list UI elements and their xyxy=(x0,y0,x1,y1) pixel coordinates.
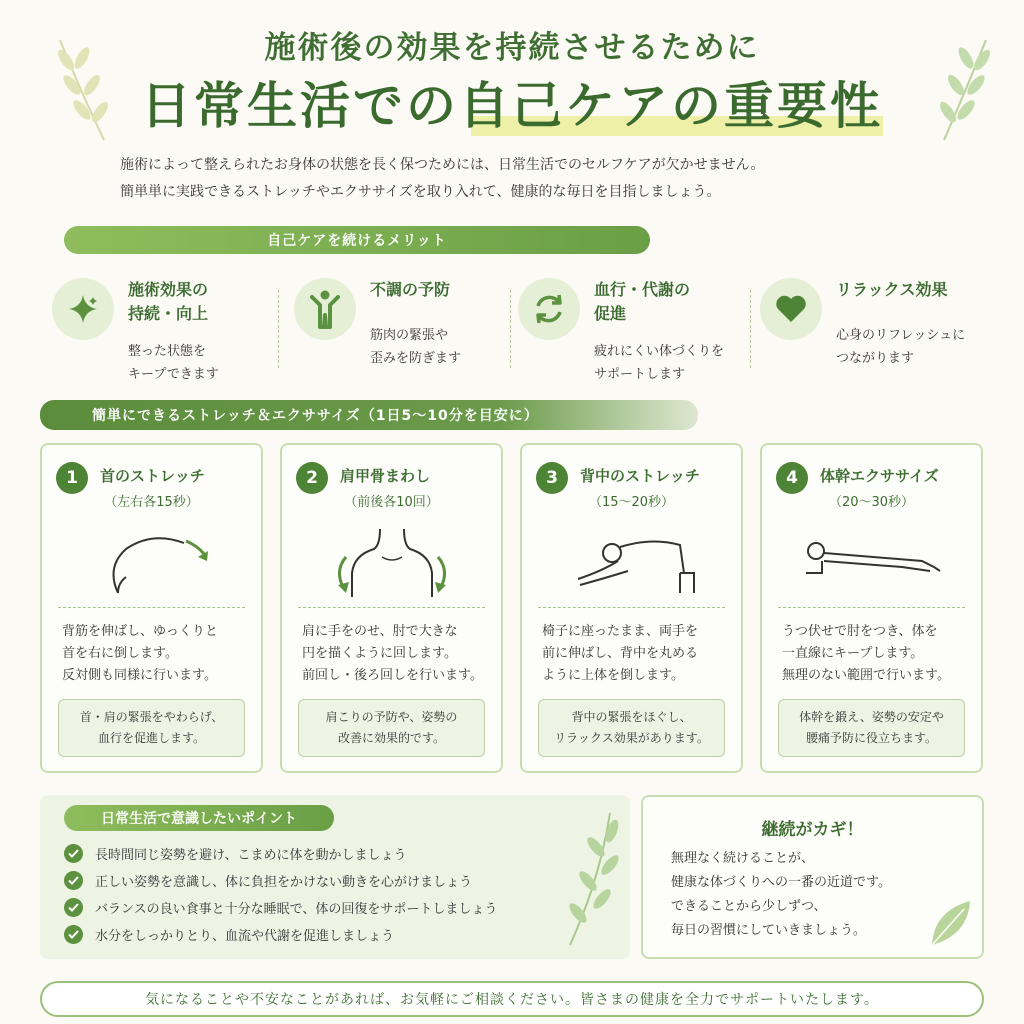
exercise-description xyxy=(782,621,971,687)
merits-heading: 自己ケアを続けるメリット xyxy=(64,226,650,254)
note-line: 肩こりの予防や、姿勢の xyxy=(325,710,458,724)
merit-title-line: 施術効果の xyxy=(128,280,209,299)
merit-title-line: 血行・代謝の xyxy=(594,280,691,299)
consistency-line: できることから少しずつ、 xyxy=(671,899,827,914)
intro-text xyxy=(120,152,940,206)
exercise-card xyxy=(280,443,503,773)
exercise-benefit xyxy=(58,699,245,757)
point-item xyxy=(64,923,394,945)
exercise-benefit xyxy=(538,699,725,757)
consistency-text xyxy=(671,847,891,943)
note-line: 血行を促進します。 xyxy=(97,731,206,745)
desc-line: 背筋を伸ばし、ゆっくりと xyxy=(62,624,218,639)
sparkle-icon xyxy=(52,278,114,340)
back-stretch-illustration xyxy=(562,527,702,597)
note-line: 背中の緊張をほぐし、 xyxy=(571,710,692,724)
heart-icon xyxy=(760,278,822,340)
consistency-line: 毎日の習慣にしていきましょう。 xyxy=(671,923,867,938)
desc-line: 反対側も同様に行います。 xyxy=(62,668,217,683)
consistency-panel xyxy=(641,795,984,959)
point-text: 水分をしっかりとり、血流や代謝を促進しましょう xyxy=(95,928,395,944)
consistency-title: 継続がカギ！ xyxy=(761,820,864,840)
merit-item xyxy=(518,278,748,388)
page-title-wrap xyxy=(0,66,1024,138)
consistency-line: 無理なく続けることが、 xyxy=(671,851,815,866)
merit-desc-line: 疲れにくい体づくりを xyxy=(594,344,725,359)
exercise-title: 肩甲骨まわし xyxy=(340,467,431,485)
step-number: 1 xyxy=(56,462,88,494)
exercises-heading: 簡単にできるストレッチ＆エクササイズ（1日5〜10分を目安に） xyxy=(40,400,698,430)
merit-desc xyxy=(128,340,219,386)
desc-line: ように上体を倒します。 xyxy=(542,668,684,683)
note-line: リラックス効果があります。 xyxy=(554,731,709,745)
point-item xyxy=(64,842,406,864)
card-divider xyxy=(538,607,725,608)
merit-title-line: 不調の予防 xyxy=(370,280,451,299)
merit-divider xyxy=(278,290,279,368)
page-title xyxy=(141,66,883,138)
exercise-duration: （20〜30秒） xyxy=(828,495,915,510)
circulation-icon xyxy=(518,278,580,340)
check-icon xyxy=(64,925,83,944)
check-icon xyxy=(64,844,83,863)
merit-desc-line: 筋肉の緊張や xyxy=(370,328,449,343)
daily-points-panel xyxy=(40,795,630,959)
point-item xyxy=(64,896,497,918)
merit-title xyxy=(128,278,208,326)
step-number: 2 xyxy=(296,462,328,494)
exercise-card xyxy=(760,443,983,773)
desc-line: 肩に手をのせ、肘で大きな xyxy=(302,624,458,639)
footer-message: 気になることや不安なことがあれば、お気軽にご相談ください。皆さまの健康を全力でサポートいたします。 xyxy=(40,981,984,1017)
leaf-icon xyxy=(928,897,974,949)
step-number: 3 xyxy=(536,462,568,494)
merit-title-line: リラックス効果 xyxy=(836,280,948,299)
merit-desc-line: 心身のリフレッシュに xyxy=(836,328,966,343)
merit-desc-line: 歪みを防ぎます xyxy=(370,351,462,366)
page-title-text: 日常生活での自己ケアの重要性 xyxy=(141,76,883,135)
merit-desc-line: つながります xyxy=(836,351,915,366)
consistency-line: 健康な体づくりへの一番の近道です。 xyxy=(671,875,891,890)
card-divider xyxy=(778,607,965,608)
point-text: 正しい姿勢を意識し、体に負担をかけない動きを心がけましょう xyxy=(95,874,473,890)
exercise-title: 体幹エクササイズ xyxy=(820,467,939,485)
exercise-description xyxy=(542,621,731,687)
merit-item xyxy=(52,278,272,388)
merit-desc xyxy=(836,324,965,370)
desc-line: 前に伸ばし、背中を丸める xyxy=(542,646,699,661)
exercise-card xyxy=(40,443,263,773)
branch-decoration-icon xyxy=(560,809,624,949)
points-heading: 日常生活で意識したいポイント xyxy=(64,805,334,831)
desc-line: 一直線にキープします。 xyxy=(782,646,924,661)
merit-desc-line: 整った状態を xyxy=(128,344,207,359)
merit-title xyxy=(594,278,690,326)
desc-line: 椅子に座ったまま、両手を xyxy=(542,624,699,639)
note-line: 腰痛予防に役立ちます。 xyxy=(805,731,938,745)
desc-line: 首を右に倒します。 xyxy=(62,646,178,661)
point-text: バランスの良い食事と十分な睡眠で、体の回復をサポートしましょう xyxy=(95,901,498,917)
merit-title xyxy=(836,278,948,302)
card-divider xyxy=(298,607,485,608)
exercise-duration: （15〜20秒） xyxy=(588,495,675,510)
exercise-duration: （左右各15秒） xyxy=(104,495,199,510)
desc-line: 前回し・後ろ回しを行います。 xyxy=(302,668,483,683)
intro-line: 簡単単に実践できるストレッチやエクササイズを取り入れて、健康的な毎日を目指しましょう。 xyxy=(120,184,721,200)
exercise-description xyxy=(62,621,251,687)
exercise-title: 首のストレッチ xyxy=(100,467,205,485)
exercise-benefit xyxy=(298,699,485,757)
neck-stretch-illustration xyxy=(82,527,222,597)
page-subtitle: 施術後の効果を持続させるために xyxy=(264,30,760,66)
merit-item xyxy=(294,278,504,388)
merit-title-line: 促進 xyxy=(594,304,627,323)
exercise-benefit xyxy=(778,699,965,757)
point-text: 長時間同じ姿勢を避け、こまめに体を動かしましょう xyxy=(95,847,407,863)
merit-desc xyxy=(594,340,724,386)
merit-title-line: 持続・向上 xyxy=(128,304,209,323)
intro-line: 施術によって整えられたお身体の状態を長く保つためには、日常生活でのセルフケアが欠かせません。 xyxy=(120,157,765,173)
step-number: 4 xyxy=(776,462,808,494)
exercise-description xyxy=(302,621,491,687)
desc-line: 無理のない範囲で行います。 xyxy=(782,668,950,683)
merit-item xyxy=(760,278,990,388)
merit-title xyxy=(370,278,450,302)
merit-divider xyxy=(510,290,511,368)
desc-line: うつ伏せで肘をつき、体を xyxy=(782,624,938,639)
card-divider xyxy=(58,607,245,608)
plank-illustration xyxy=(802,527,942,597)
merit-desc-line: キープできます xyxy=(128,367,219,382)
exercise-card xyxy=(520,443,743,773)
desc-line: 円を描くように回します。 xyxy=(302,646,457,661)
exercise-duration: （前後各10回） xyxy=(344,495,439,510)
shoulder-roll-illustration xyxy=(322,527,462,597)
note-line: 首・肩の緊張をやわらげ、 xyxy=(79,710,224,724)
point-item xyxy=(64,869,472,891)
person-stretch-icon xyxy=(294,278,356,340)
exercise-title: 背中のストレッチ xyxy=(580,467,700,485)
note-line: 体幹を鍛え、姿勢の安定や xyxy=(799,710,944,724)
merit-divider xyxy=(750,290,751,368)
merit-desc-line: サポートします xyxy=(594,367,686,382)
check-icon xyxy=(64,871,83,890)
note-line: 改善に効果的です。 xyxy=(337,731,446,745)
check-icon xyxy=(64,898,83,917)
merit-desc xyxy=(370,324,461,370)
